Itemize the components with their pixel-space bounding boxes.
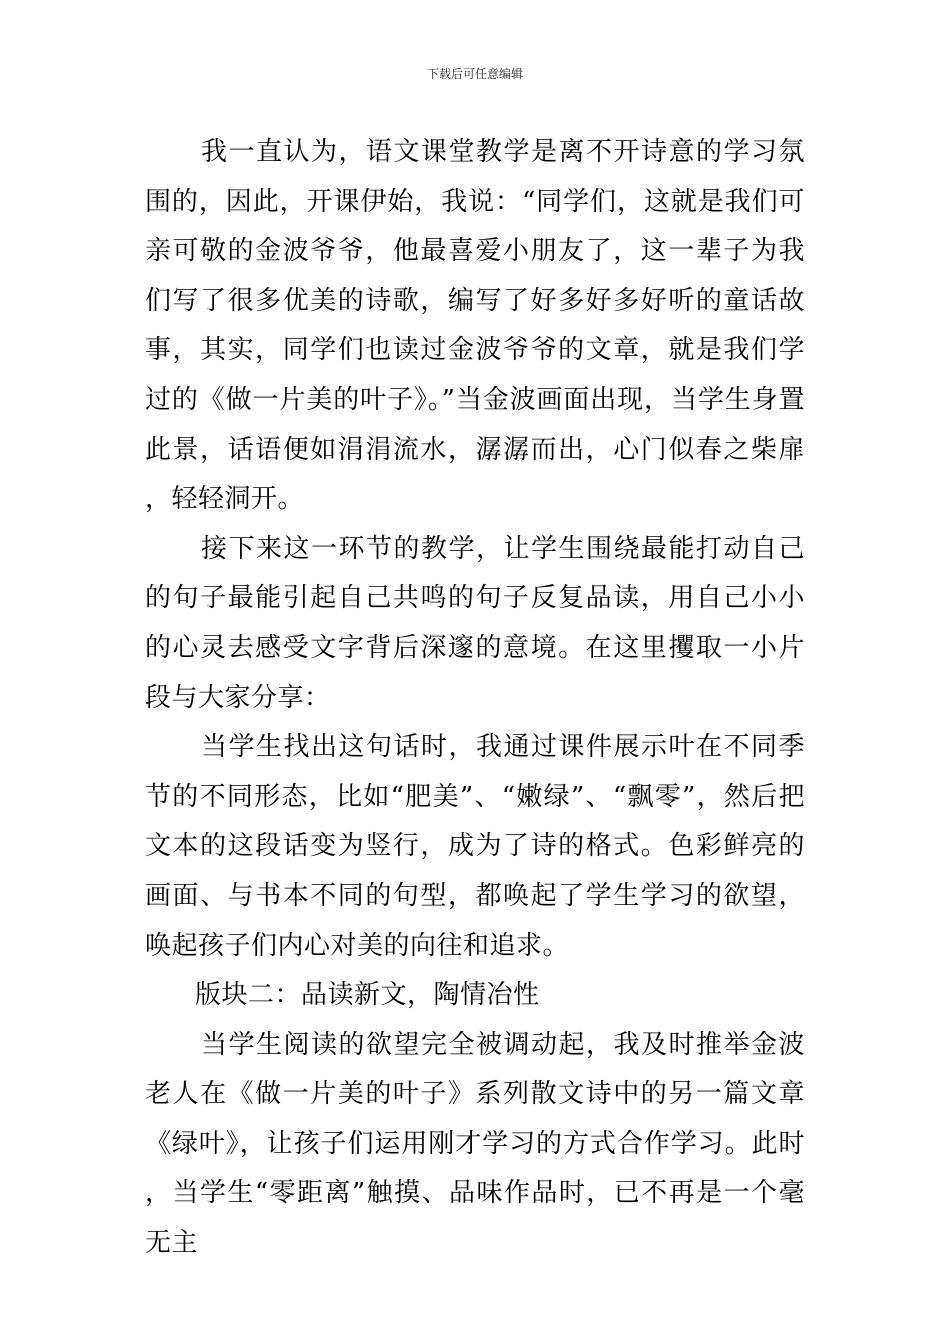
paragraph-2: 接下来这一环节的教学，让学生围绕最能打动自己的句子最能引起自己共鸣的句子反复品读，用自己小小的心灵去感受文字背后深邃的意境。在这里攫取一小片段与大家分享： [145, 533, 805, 713]
page-header: 下载后可任意编辑 [426, 67, 523, 81]
paragraph-4: 当学生阅读的欲望完全被调动起，我及时推举金波老人在《做一片美的叶子》系列散文诗中的另一篇文章《绿叶》，让孩子们运用刚才学习的方式合作学习。此时，当学生“零距离”触摸、品味作品时，已不再是一个毫无主 [145, 1029, 805, 1259]
document-body [145, 128, 805, 1269]
paragraph-1: 我一直认为，语文课堂教学是离不开诗意的学习氛围的，因此，开课伊始，我说：“同学们，这就是我们可亲可敬的金波爷爷，他最喜爱小朋友了，这一辈子为我们写了很多优美的诗歌，编写了好多好多好听的童话故事，其实，同学们也读过金波爷爷的文章，就是我们学过的《做一片美的叶子》。”当金波画面出现，当学生身置此景，话语便如涓涓流水，潺潺而出，心门似春之柴扉，轻轻洞开。 [145, 137, 805, 515]
paragraph-3: 当学生找出这句话时，我通过课件展示叶在不同季节的不同形态，比如“肥美”、“嫩绿”、“飘零”，然后把文本的这段话变为竖行，成为了诗的格式。色彩鲜亮的画面、与书本不同的句型，都唤起了学生学习的欲望，唤起孩子们内心对美的向往和追求。 [145, 732, 805, 961]
section-heading: 版块二：品读新文，陶情冶性 [195, 980, 540, 1011]
